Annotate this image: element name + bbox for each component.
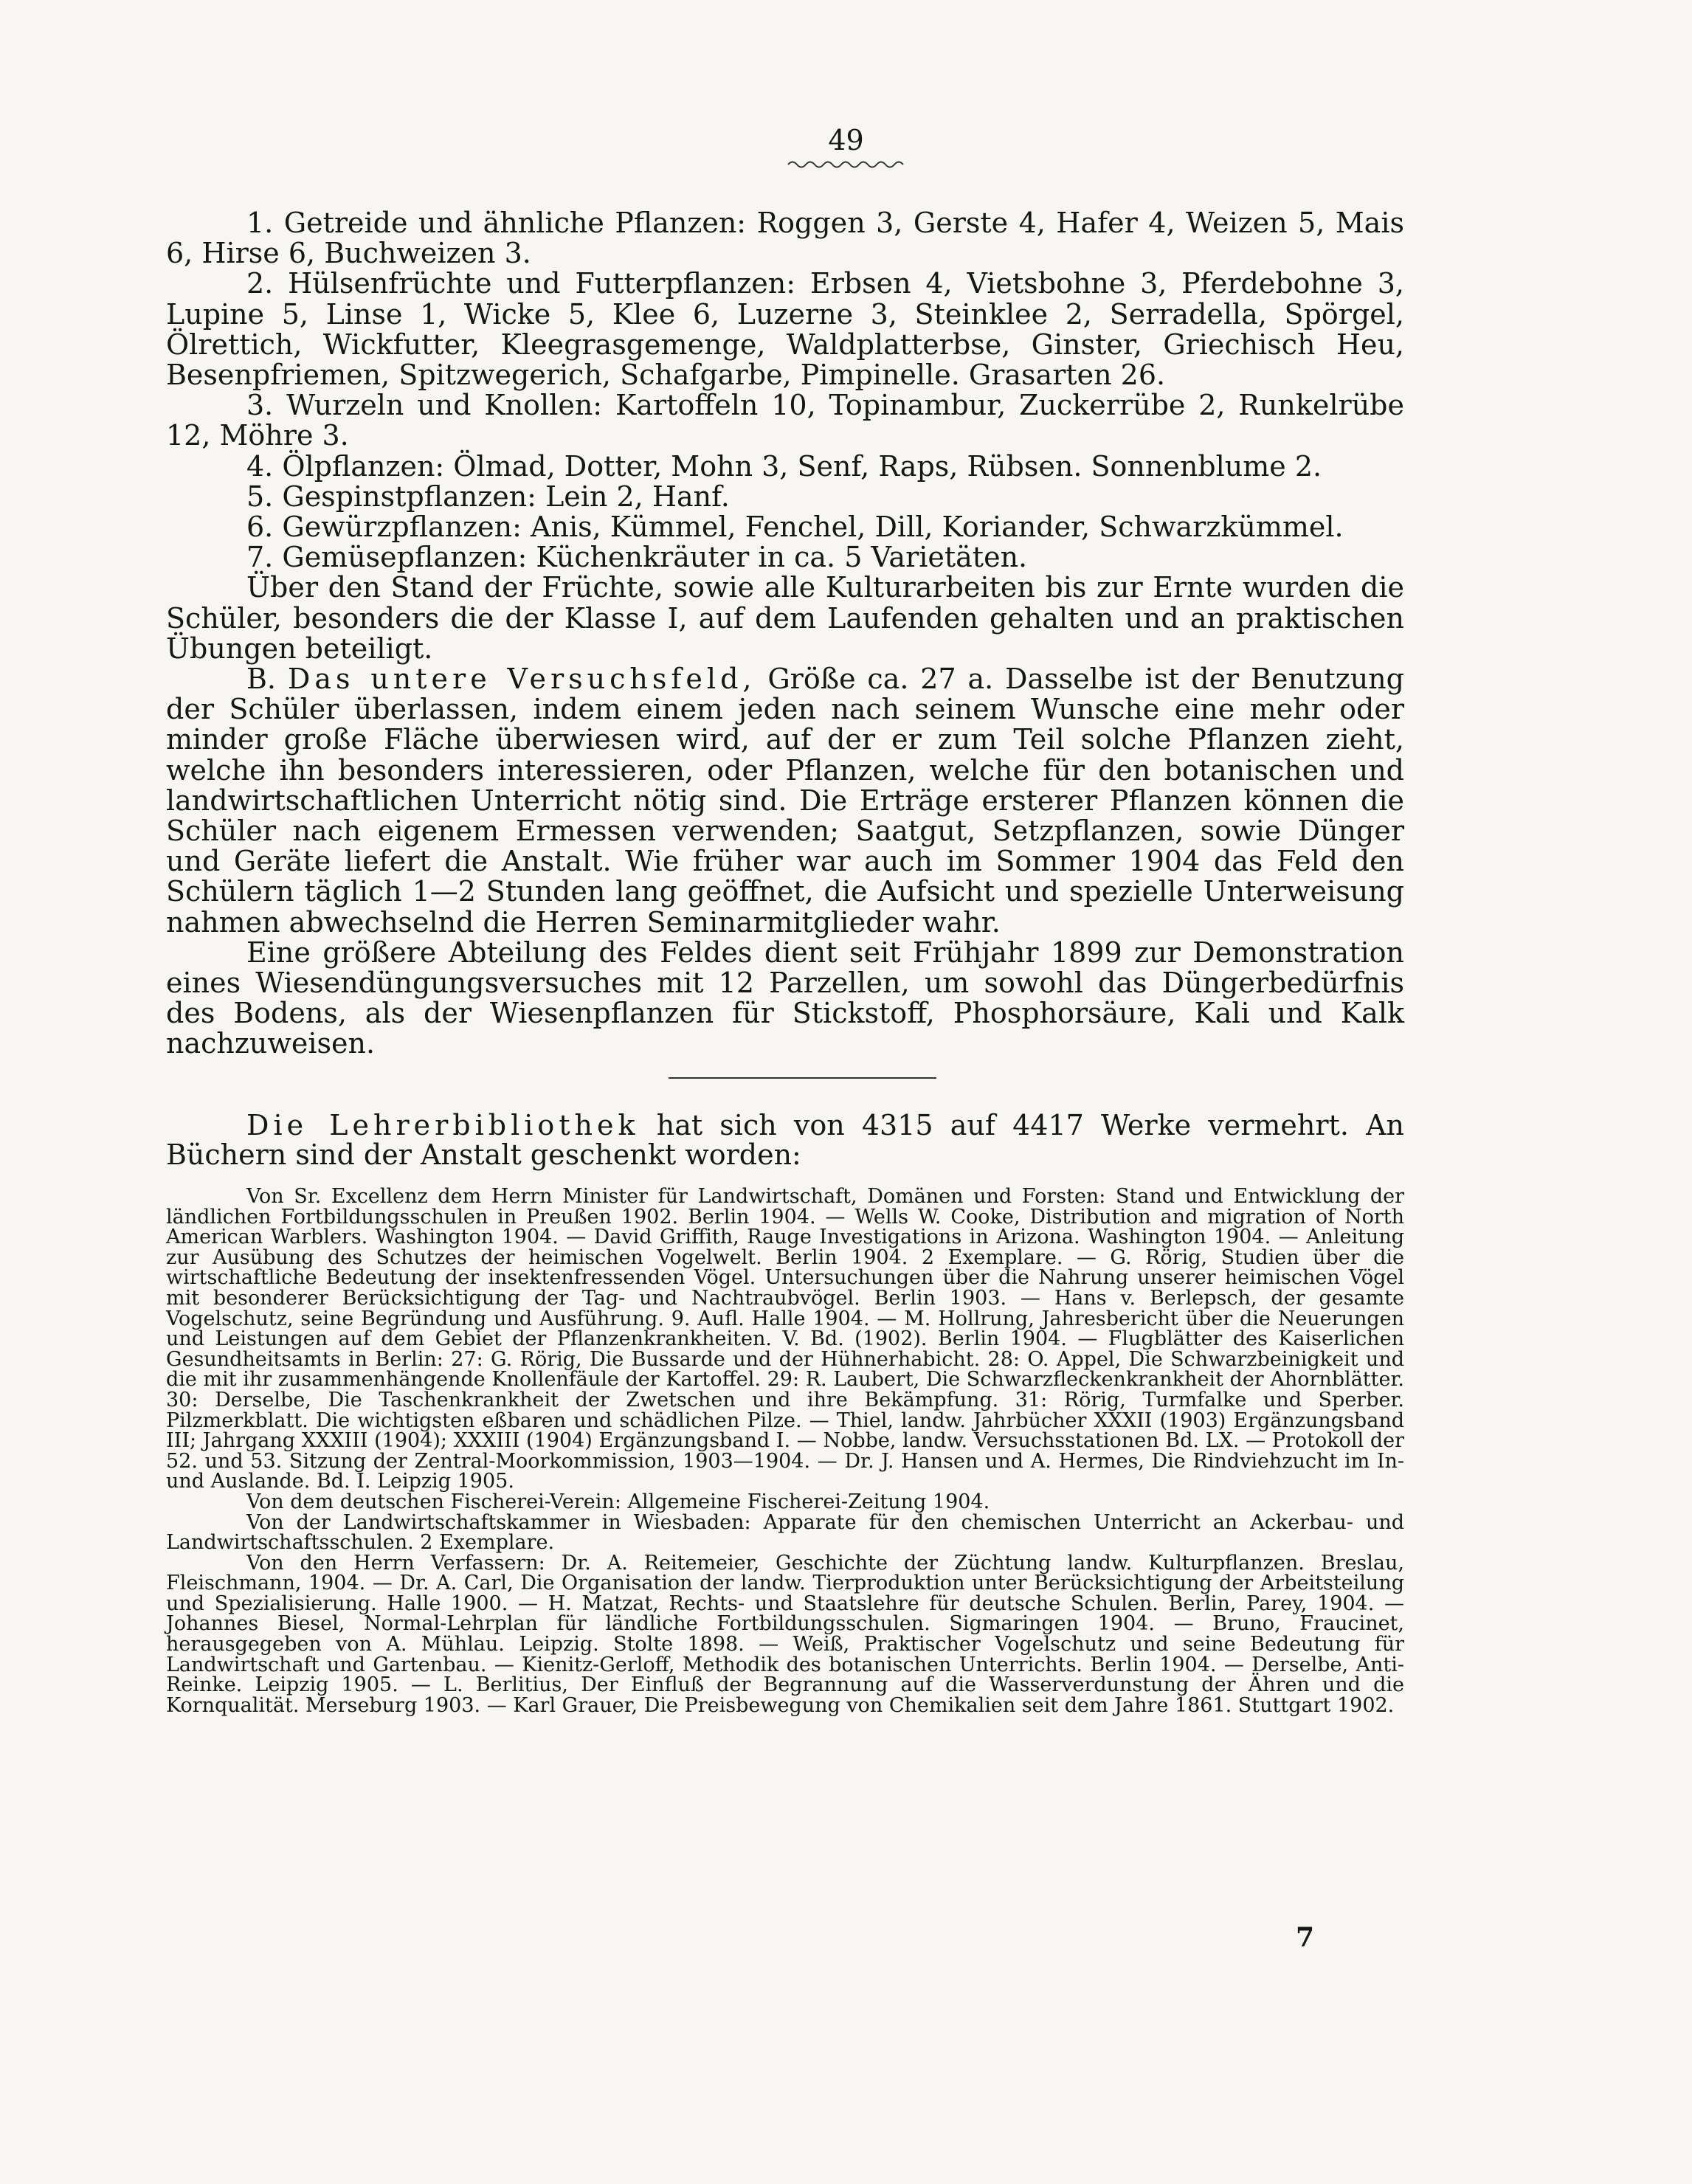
crop-list-item: 2. Hülsenfrüchte und Futterpflanzen: Erbsen 4, Vietsbohne 3, Pferdebohne 3, Lupine 5, Linse 1, Wicke 5, Klee 6, Luzerne 3, Steinklee 2, Serradella, Spörgel, Ölrettich, Wickfutter, Kleegrasgemenge, Waldplatterbse, Ginster, Griechisch Heu, Besenpfriemen, Spitzwegerich, Schafgarbe, Pimpinelle. Grasarten 26. xyxy=(166,267,1404,392)
crop-list-item: 7. Gemüsepflanzen: Küchenkräuter in ca. 5 Varietäten. xyxy=(246,541,1028,574)
wavy-ornament xyxy=(787,158,906,171)
experimental-field-section xyxy=(166,208,1404,1060)
page-number: 49 xyxy=(828,124,864,156)
crop-list-item: 3. Wurzeln und Knollen: Kartoffeln 10, Topinambur, Zuckerrübe 2, Runkelrübe 12, Möhre 3. xyxy=(166,389,1404,452)
section-b-paragraph xyxy=(166,664,1404,938)
section-divider xyxy=(669,1077,936,1079)
donation-entry: Von dem deutschen Fischerei-Verein: Allgemeine Fischerei-Zeitung 1904. xyxy=(246,1490,990,1513)
library-heading: Die Lehrerbibliothek xyxy=(246,1109,640,1141)
meadow-trial-paragraph: Eine größere Abteilung des Feldes dient seit Frühjahr 1899 zur Demonstration eines Wiesendüngungsversuches mit 12 Parzellen, um sowohl das Düngerbedürfnis des Bodens, als der Wiesenpflanzen für Stickstoff, Phosphorsäure, Kali und Kalk nachzuweisen. xyxy=(166,936,1404,1060)
crop-list-item: 4. Ölpflanzen: Ölmad, Dotter, Mohn 3, Senf, Raps, Rübsen. Sonnenblume 2. xyxy=(246,449,1322,483)
library-intro-text: hat sich von 4315 auf 4417 Werke vermehrt. An Büchern sind der Anstalt geschenkt worden: xyxy=(166,1109,1404,1171)
library-intro xyxy=(166,1110,1404,1169)
crop-list-item: 5. Gespinstpflanzen: Lein 2, Hanf. xyxy=(246,480,730,513)
crop-status-paragraph: Über den Stand der Früchte, sowie alle Kulturarbeiten bis zur Ernte wurden die Schüler, besonders die der Klasse I, auf dem Laufenden gehalten und an praktischen Übungen beteiligt. xyxy=(166,571,1404,665)
library-intro-paragraph xyxy=(166,1110,1404,1169)
donation-entry: Von der Landwirtschaftskammer in Wiesbaden: Apparate für den chemischen Unterricht an Ackerbau- und Landwirtschaftsschulen. 2 Exemplare. xyxy=(166,1510,1404,1555)
section-b-text: Größe ca. 27 a. Dasselbe ist der Benutzung der Schüler überlassen, indem einem jeden nach seinem Wunsche eine mehr oder minder große Fläche überwiesen wird, auf der er zum Teil solche Pflanzen zieht, welche ihn besonders interessieren, oder Pflanzen, welche für den botanischen und landwirtschaftlichen Unterricht nötig sind. Die Erträge ersterer Pflanzen können die Schüler nach eigenem Ermessen verwenden; Saatgut, Setzpflanzen, sowie Dünger und Geräte liefert die Anstalt. Wie früher war auch im Sommer 1904 das Feld den Schülern täglich 1—2 Stunden lang geöffnet, die Aufsicht und spezielle Unterweisung nahmen abwechselnd die Herren Seminarmitglieder wahr. xyxy=(166,663,1404,939)
signature-mark: 7 xyxy=(1295,1922,1314,1953)
donation-entry: Von den Herrn Verfassern: Dr. A. Reitemeier, Geschichte der Züchtung landw. Kulturpflanzen. Breslau, Fleischmann, 1904. — Dr. A. Carl, Die Organisation der landw. Tierproduktion unter Berücksichtigung der Arbeitsteilung und Spezialisierung. Halle 1900. — H. Matzat, Rechts- und Staatslehre für deutsche Schulen. Berlin, Parey, 1904. — Johannes Biesel, Normal-Lehrplan für ländliche Fortbildungsschulen. Sigmaringen 1904. — Bruno, Fraucinet, herausgegeben von A. Mühlau. Leipzig. Stolte 1898. — Weiß, Praktischer Vogelschutz und seine Bedeutung für Landwirtschaft und Gartenbau. — Kienitz-Gerloff, Methodik des botanischen Unterrichts. Berlin 1904. — Derselbe, Anti-Reinke. Leipzig 1905. — L. Berlitius, Der Einfluß der Begrannung auf die Wasserverdunstung der Ähren und die Kornqualität. Merseburg 1903. — Karl Grauer, Die Preisbewegung von Chemikalien seit dem Jahre 1861. Stuttgart 1902. xyxy=(166,1551,1404,1717)
section-b-label: B. xyxy=(246,663,277,696)
crop-list-item: 1. Getreide und ähnliche Pflanzen: Roggen 3, Gerste 4, Hafer 4, Weizen 5, Mais 6, Hirse 6, Buchweizen 3. xyxy=(166,207,1404,270)
section-b-heading: Das untere Versuchsfeld, xyxy=(287,663,756,696)
library-donations xyxy=(166,1186,1404,1715)
crop-list-item: 6. Gewürzpflanzen: Anis, Kümmel, Fenchel, Dill, Koriander, Schwarzkümmel. xyxy=(246,511,1344,544)
donation-entry: Von Sr. Excellenz dem Herrn Minister für Landwirtschaft, Domänen und Forsten: Stand und Entwicklung der ländlichen Fortbildungsschulen in Preußen 1902. Berlin 1904. — Wells W. Cooke, Distribution and migration of North American Warblers. Washington 1904. — David Griffith, Rauge Investigations in Arizona. Washington 1904. — Anleitung zur Ausübung des Schutzes der heimischen Vogelwelt. Berlin 1904. 2 Exemplare. — G. Rörig, Studien über die wirtschaftliche Bedeutung der insektenfressenden Vögel. Untersuchungen über die Nahrung unserer heimischen Vögel mit besonderer Berücksichtigung der Tag- und Nachtraubvögel. Berlin 1903. — Hans v. Berlepsch, der gesamte Vogelschutz, seine Begründung und Ausführung. 9. Aufl. Halle 1904. — M. Hollrung, Jahresbericht über die Neuerungen und Leistungen auf dem Gebiet der Pflanzenkrankheiten. V. Bd. (1902). Berlin 1904. — Flugblätter des Kaiserlichen Gesundheitsamts in Berlin: 27: G. Rörig, Die Bussarde und der Hühnerhabicht. 28: O. Appel, Die Schwarzbeinigkeit und die mit ihr zusammenhängende Knollenfäule der Kartoffel. 29: R. Laubert, Die Schwarzfleckenkrankheit der Ahornblätter. 30: Derselbe, Die Taschenkrankheit der Zwetschen und ihre Bekämpfung. 31: Rörig, Turmfalke und Sperber. Pilzmerkblatt. Die wichtigsten eßbaren und schädlichen Pilze. — Thiel, landw. Jahrbücher XXXII (1903) Ergänzungsband III; Jahrgang XXXIII (1904); XXXIII (1904) Ergänzungsband I. — Nobbe, landw. Versuchsstationen Bd. LX. — Protokoll der 52. und 53. Sitzung der Zentral-Moorkommission, 1903—1904. — Dr. J. Hansen und A. Hermes, Die Rindviehzucht im In- und Auslande. Bd. I. Leipzig 1905. xyxy=(166,1185,1404,1493)
